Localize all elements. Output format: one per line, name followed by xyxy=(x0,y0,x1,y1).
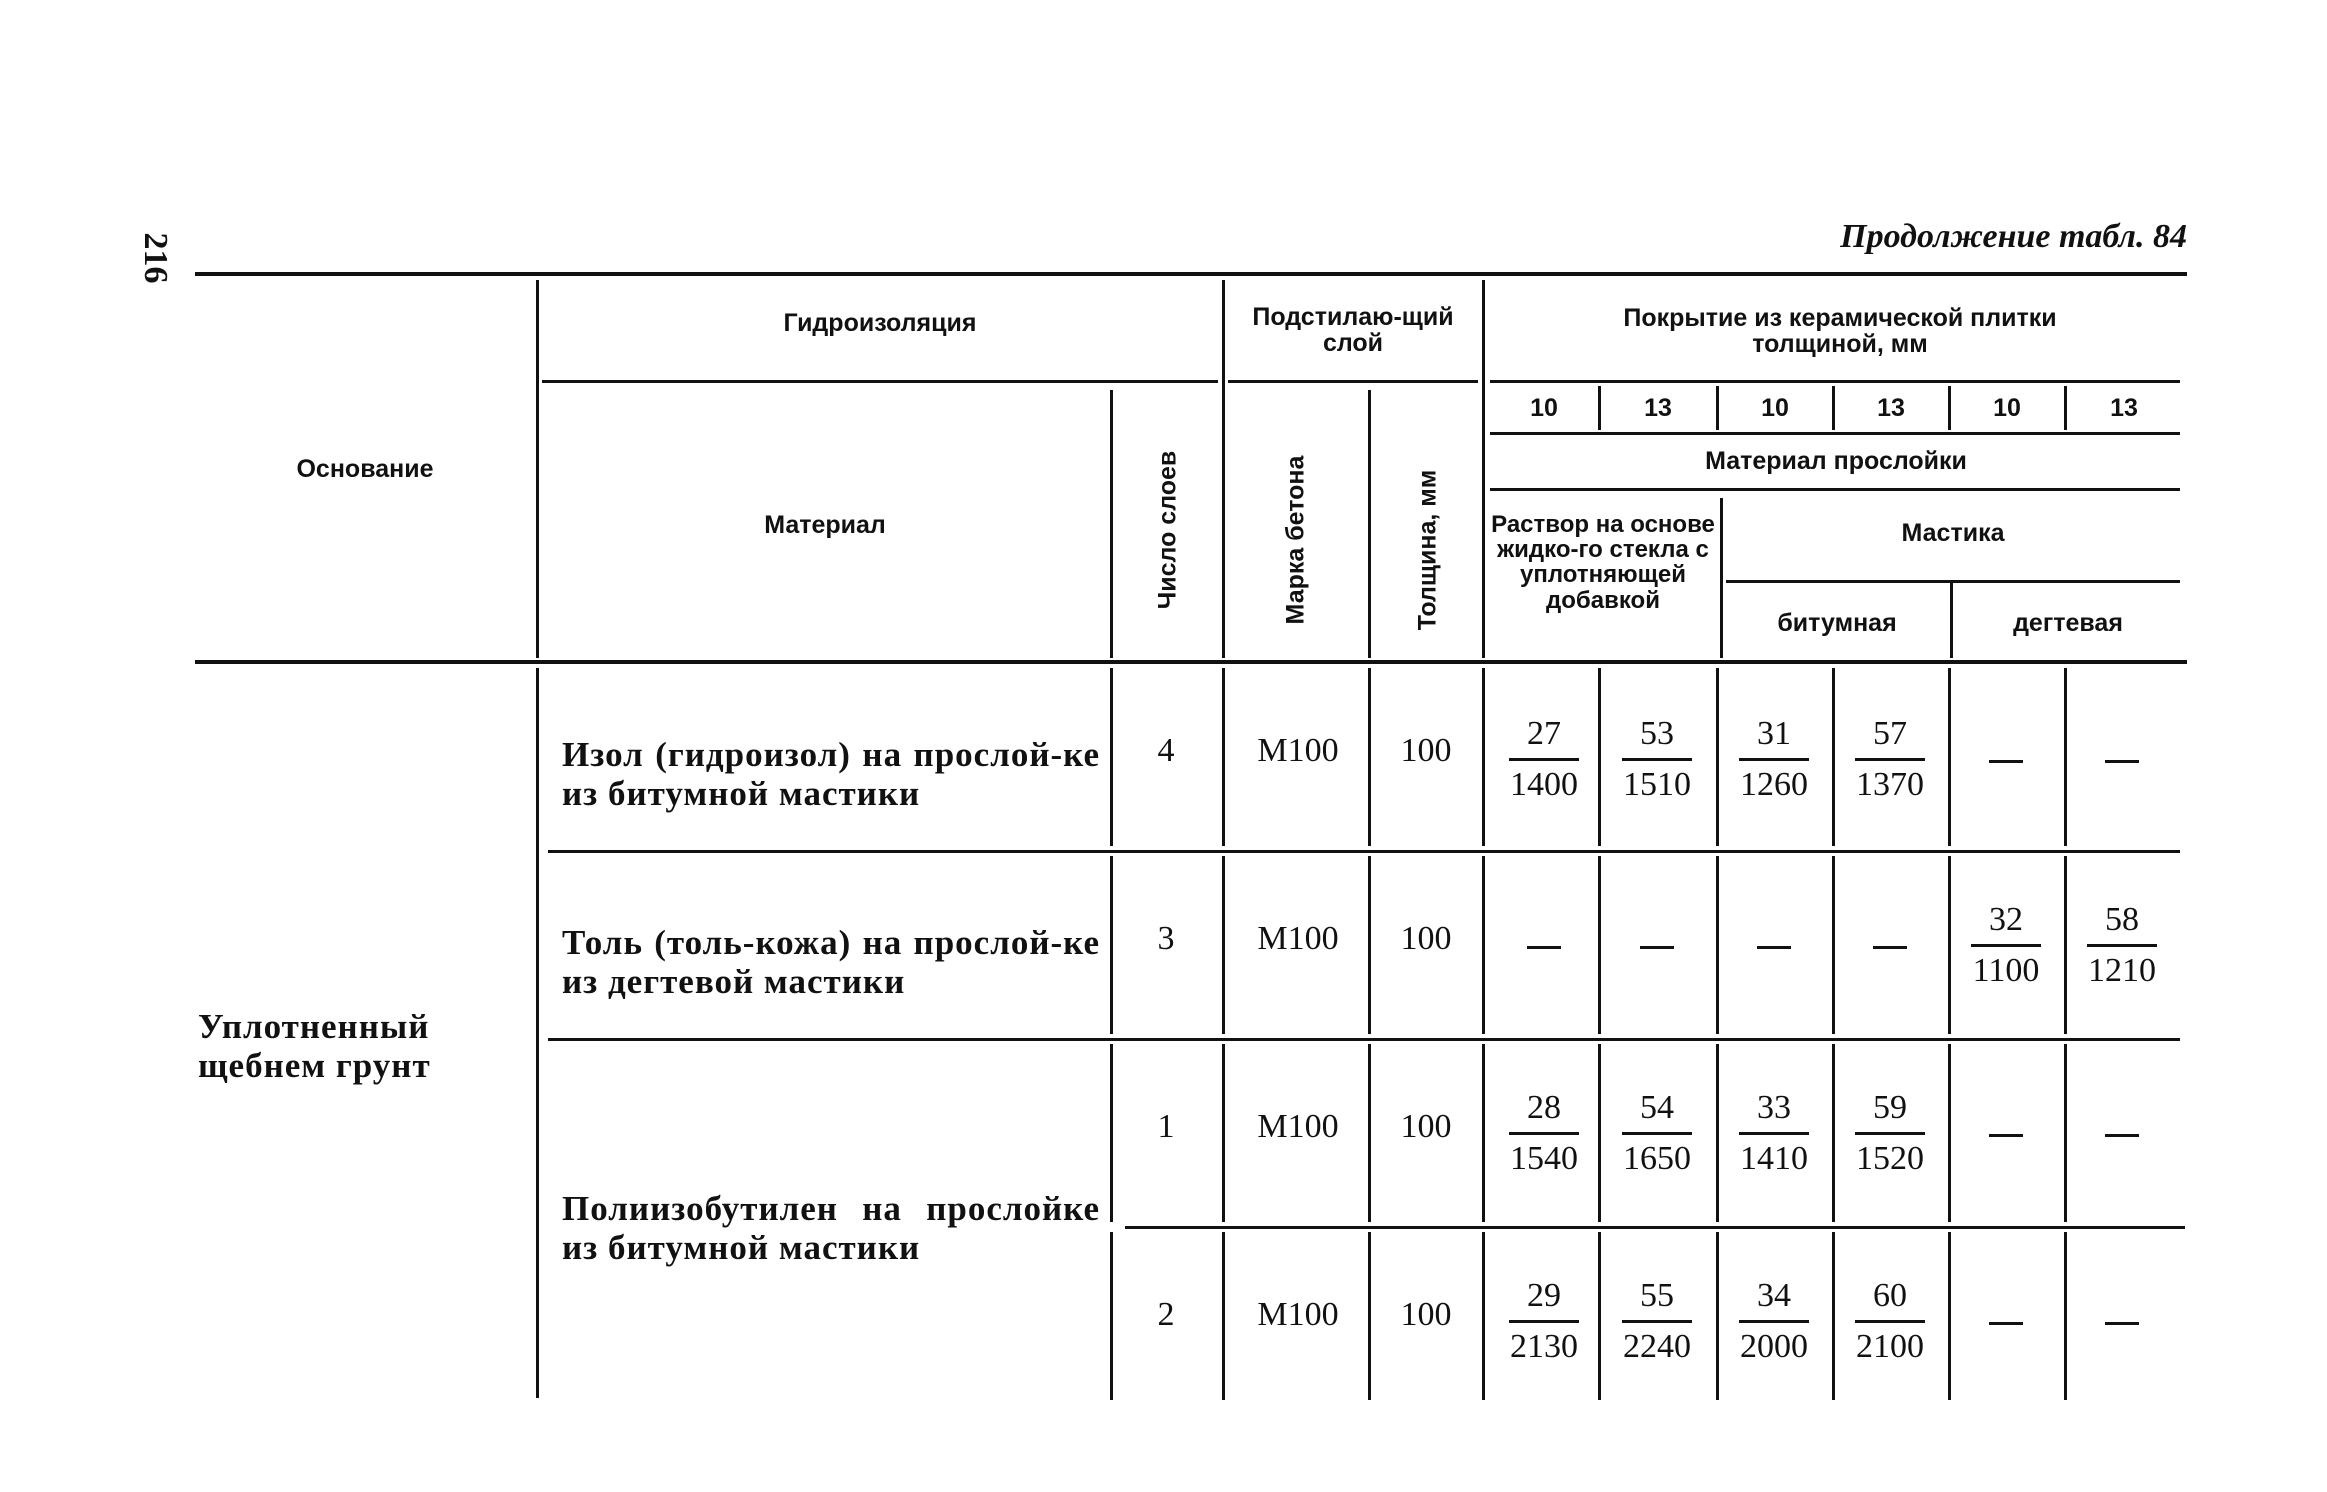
body-column-divider xyxy=(1598,668,1601,846)
fraction-numerator: 59 xyxy=(1873,1089,1907,1126)
header-divider-osnovanie xyxy=(536,280,539,658)
body-column-divider xyxy=(1832,856,1835,1034)
fraction-numerator: 29 xyxy=(1527,1277,1561,1314)
header-osnovanie: Основание xyxy=(296,455,434,483)
body-column-divider xyxy=(2064,856,2067,1034)
prosloyka-sub-rule xyxy=(1490,488,2180,491)
fraction-bar xyxy=(2087,944,2157,947)
fraction-numerator: 55 xyxy=(1640,1277,1674,1314)
dash-cell xyxy=(1873,946,1907,949)
thickness-sub-rule xyxy=(1490,432,2180,435)
body-column-divider xyxy=(1368,1044,1371,1222)
fraction-denominator: 1400 xyxy=(1510,766,1578,803)
header-divider-bitum-deg xyxy=(1950,580,1953,658)
thickness-2: 13 xyxy=(1644,394,1672,422)
podstil-sub-rule xyxy=(1228,380,1478,383)
page-number: 216 xyxy=(137,232,174,284)
dash-cell xyxy=(1989,1322,2023,1325)
row-separator-1 xyxy=(548,850,2180,853)
header-material-prosloyki: Материал прослойки xyxy=(1705,447,1967,475)
row-separator-3 xyxy=(1125,1226,2185,1229)
dash-cell xyxy=(1527,946,1561,949)
header-material: Материал xyxy=(764,511,886,539)
header-marka-betona: Марка бетона xyxy=(1281,455,1310,625)
fraction-numerator: 27 xyxy=(1527,715,1561,752)
thick-div-1 xyxy=(1598,386,1601,430)
thick-div-2 xyxy=(1716,386,1719,430)
dash-cell xyxy=(1989,1134,2023,1137)
fraction-cell xyxy=(1855,1086,1925,1181)
row-3-marka: М100 xyxy=(1257,1108,1339,1145)
body-column-divider xyxy=(1716,1232,1719,1400)
body-column-divider xyxy=(1110,1044,1113,1222)
header-podstilayushchiy: Подстилаю-щий слой xyxy=(1252,303,1454,358)
header-bitumnaya: битумная xyxy=(1777,609,1897,637)
header-pokrytie: Покрытие из керамической плитки толщиной, мм xyxy=(1623,304,2057,359)
fraction-bar xyxy=(1622,1320,1692,1323)
fraction-denominator: 1520 xyxy=(1856,1140,1924,1177)
body-column-divider xyxy=(1482,856,1485,1034)
header-gidroizolyaciya: Гидроизоляция xyxy=(783,309,977,337)
header-degtevaya: дегтевая xyxy=(2013,609,2123,637)
body-column-divider xyxy=(1482,668,1485,846)
body-column-divider xyxy=(1716,856,1719,1034)
header-divider-gidro xyxy=(1222,280,1225,658)
fraction-bar xyxy=(1509,1132,1579,1135)
fraction-bar xyxy=(1855,758,1925,761)
dash-cell xyxy=(2105,1134,2139,1137)
body-column-divider xyxy=(1482,1044,1485,1222)
fraction-denominator: 2240 xyxy=(1623,1328,1691,1365)
dash-cell xyxy=(1640,946,1674,949)
body-column-divider xyxy=(1598,1232,1601,1400)
fraction-bar xyxy=(1855,1320,1925,1323)
body-column-divider xyxy=(1110,856,1113,1034)
body-column-divider xyxy=(1368,668,1371,846)
body-column-divider xyxy=(1832,1232,1835,1400)
fraction-cell xyxy=(1622,712,1692,807)
osnovanie-value: Уплотненный щебнем грунт xyxy=(198,1007,431,1085)
row-1-layers: 4 xyxy=(1157,732,1175,769)
body-column-divider xyxy=(1110,1232,1113,1400)
body-column-divider xyxy=(1598,856,1601,1034)
fraction-bar xyxy=(1739,758,1809,761)
fraction-numerator: 34 xyxy=(1757,1277,1791,1314)
fraction-numerator: 32 xyxy=(1989,901,2023,938)
row-3-material: Полиизобутилен на прослойке из битумной мастики xyxy=(562,1189,1100,1267)
fraction-numerator: 31 xyxy=(1757,715,1791,752)
fraction-denominator: 2000 xyxy=(1740,1328,1808,1365)
row-4-thickness: 100 xyxy=(1400,1296,1452,1333)
header-divider-mastika xyxy=(1720,498,1723,658)
thick-div-3 xyxy=(1832,386,1835,430)
row-2-marka: М100 xyxy=(1257,920,1339,957)
thick-div-4 xyxy=(1948,386,1951,430)
row-2-material: Толь (толь-кожа) на прослой-ке из дегтевой мастики xyxy=(562,923,1100,1001)
header-chislo-sloev: Число слоев xyxy=(1153,450,1182,610)
row-4-marka: М100 xyxy=(1257,1296,1339,1333)
thick-div-5 xyxy=(2064,386,2067,430)
fraction-cell xyxy=(1509,1274,1579,1369)
fraction-cell xyxy=(1509,712,1579,807)
fraction-cell xyxy=(1509,1086,1579,1181)
body-column-divider xyxy=(1368,1232,1371,1400)
dash-cell xyxy=(1989,760,2023,763)
fraction-cell xyxy=(1739,1086,1809,1181)
fraction-cell xyxy=(1622,1086,1692,1181)
header-tolshchina: Толщина, мм xyxy=(1413,469,1442,631)
header-divider-podstil xyxy=(1482,280,1485,658)
body-column-divider xyxy=(1832,668,1835,846)
thickness-6: 13 xyxy=(2110,394,2138,422)
fraction-cell xyxy=(1855,712,1925,807)
fraction-bar xyxy=(1739,1320,1809,1323)
fraction-cell xyxy=(1739,1274,1809,1369)
row-3-layers: 1 xyxy=(1157,1108,1175,1145)
row-2-thickness: 100 xyxy=(1400,920,1452,957)
row-separator-2 xyxy=(548,1038,2180,1041)
row-1-marka: М100 xyxy=(1257,732,1339,769)
thickness-4: 13 xyxy=(1877,394,1905,422)
body-column-divider xyxy=(1368,856,1371,1034)
fraction-numerator: 57 xyxy=(1873,715,1907,752)
thickness-3: 10 xyxy=(1761,394,1789,422)
fraction-denominator: 1650 xyxy=(1623,1140,1691,1177)
fraction-cell xyxy=(1739,712,1809,807)
pokrytie-sub-rule xyxy=(1490,380,2180,383)
body-column-divider xyxy=(1832,1044,1835,1222)
dash-cell xyxy=(2105,760,2139,763)
dash-cell xyxy=(1757,946,1791,949)
fraction-numerator: 33 xyxy=(1757,1089,1791,1126)
body-column-divider xyxy=(1110,668,1113,846)
fraction-cell xyxy=(1971,898,2041,993)
body-column-divider xyxy=(1948,1044,1951,1222)
fraction-bar xyxy=(1739,1132,1809,1135)
fraction-bar xyxy=(1971,944,2041,947)
gidro-sub-rule xyxy=(542,380,1218,383)
fraction-cell xyxy=(1855,1274,1925,1369)
fraction-denominator: 1100 xyxy=(1972,952,2040,989)
body-column-divider xyxy=(1716,1044,1719,1222)
header-mastika: Мастика xyxy=(1901,519,2005,547)
body-column-divider xyxy=(1598,1044,1601,1222)
body-divider-osnovanie xyxy=(536,668,539,1398)
header-divider-marka xyxy=(1368,390,1371,658)
fraction-denominator: 2100 xyxy=(1856,1328,1924,1365)
fraction-denominator: 2130 xyxy=(1510,1328,1578,1365)
fraction-numerator: 60 xyxy=(1873,1277,1907,1314)
header-rastvor: Раствор на основе жидко-го стекла с уплотняющей добавкой xyxy=(1491,511,1715,614)
row-3-thickness: 100 xyxy=(1400,1108,1452,1145)
body-column-divider xyxy=(2064,668,2067,846)
body-column-divider xyxy=(1482,1232,1485,1400)
fraction-bar xyxy=(1509,1320,1579,1323)
fraction-numerator: 58 xyxy=(2105,901,2139,938)
fraction-cell xyxy=(1622,1274,1692,1369)
fraction-bar xyxy=(1855,1132,1925,1135)
fraction-denominator: 1410 xyxy=(1740,1140,1808,1177)
row-2-layers: 3 xyxy=(1157,920,1175,957)
body-column-divider xyxy=(2064,1044,2067,1222)
body-column-divider xyxy=(1948,856,1951,1034)
mastika-sub-rule xyxy=(1726,580,2180,583)
body-column-divider xyxy=(1222,856,1225,1034)
body-column-divider xyxy=(1222,1044,1225,1222)
fraction-cell xyxy=(2087,898,2157,993)
row-1-material: Изол (гидроизол) на прослой-ке из битумной мастики xyxy=(562,735,1100,813)
fraction-bar xyxy=(1622,1132,1692,1135)
table-top-rule xyxy=(195,272,2187,276)
fraction-denominator: 1540 xyxy=(1510,1140,1578,1177)
fraction-denominator: 1210 xyxy=(2088,952,2156,989)
body-column-divider xyxy=(1948,668,1951,846)
thickness-5: 10 xyxy=(1993,394,2021,422)
body-column-divider xyxy=(1716,668,1719,846)
fraction-denominator: 1510 xyxy=(1623,766,1691,803)
thickness-1: 10 xyxy=(1530,394,1558,422)
body-column-divider xyxy=(1222,668,1225,846)
fraction-numerator: 53 xyxy=(1640,715,1674,752)
fraction-denominator: 1370 xyxy=(1856,766,1924,803)
row-4-layers: 2 xyxy=(1157,1296,1175,1333)
fraction-denominator: 1260 xyxy=(1740,766,1808,803)
fraction-numerator: 54 xyxy=(1640,1089,1674,1126)
header-divider-chislo xyxy=(1110,390,1113,658)
continuation-title: Продолжение табл. 84 xyxy=(1840,218,2187,255)
body-column-divider xyxy=(1948,1232,1951,1400)
dash-cell xyxy=(2105,1322,2139,1325)
body-column-divider xyxy=(1222,1232,1225,1400)
fraction-bar xyxy=(1509,758,1579,761)
fraction-numerator: 28 xyxy=(1527,1089,1561,1126)
fraction-bar xyxy=(1622,758,1692,761)
row-1-thickness: 100 xyxy=(1400,732,1452,769)
header-bottom-rule xyxy=(195,660,2187,664)
body-column-divider xyxy=(2064,1232,2067,1400)
